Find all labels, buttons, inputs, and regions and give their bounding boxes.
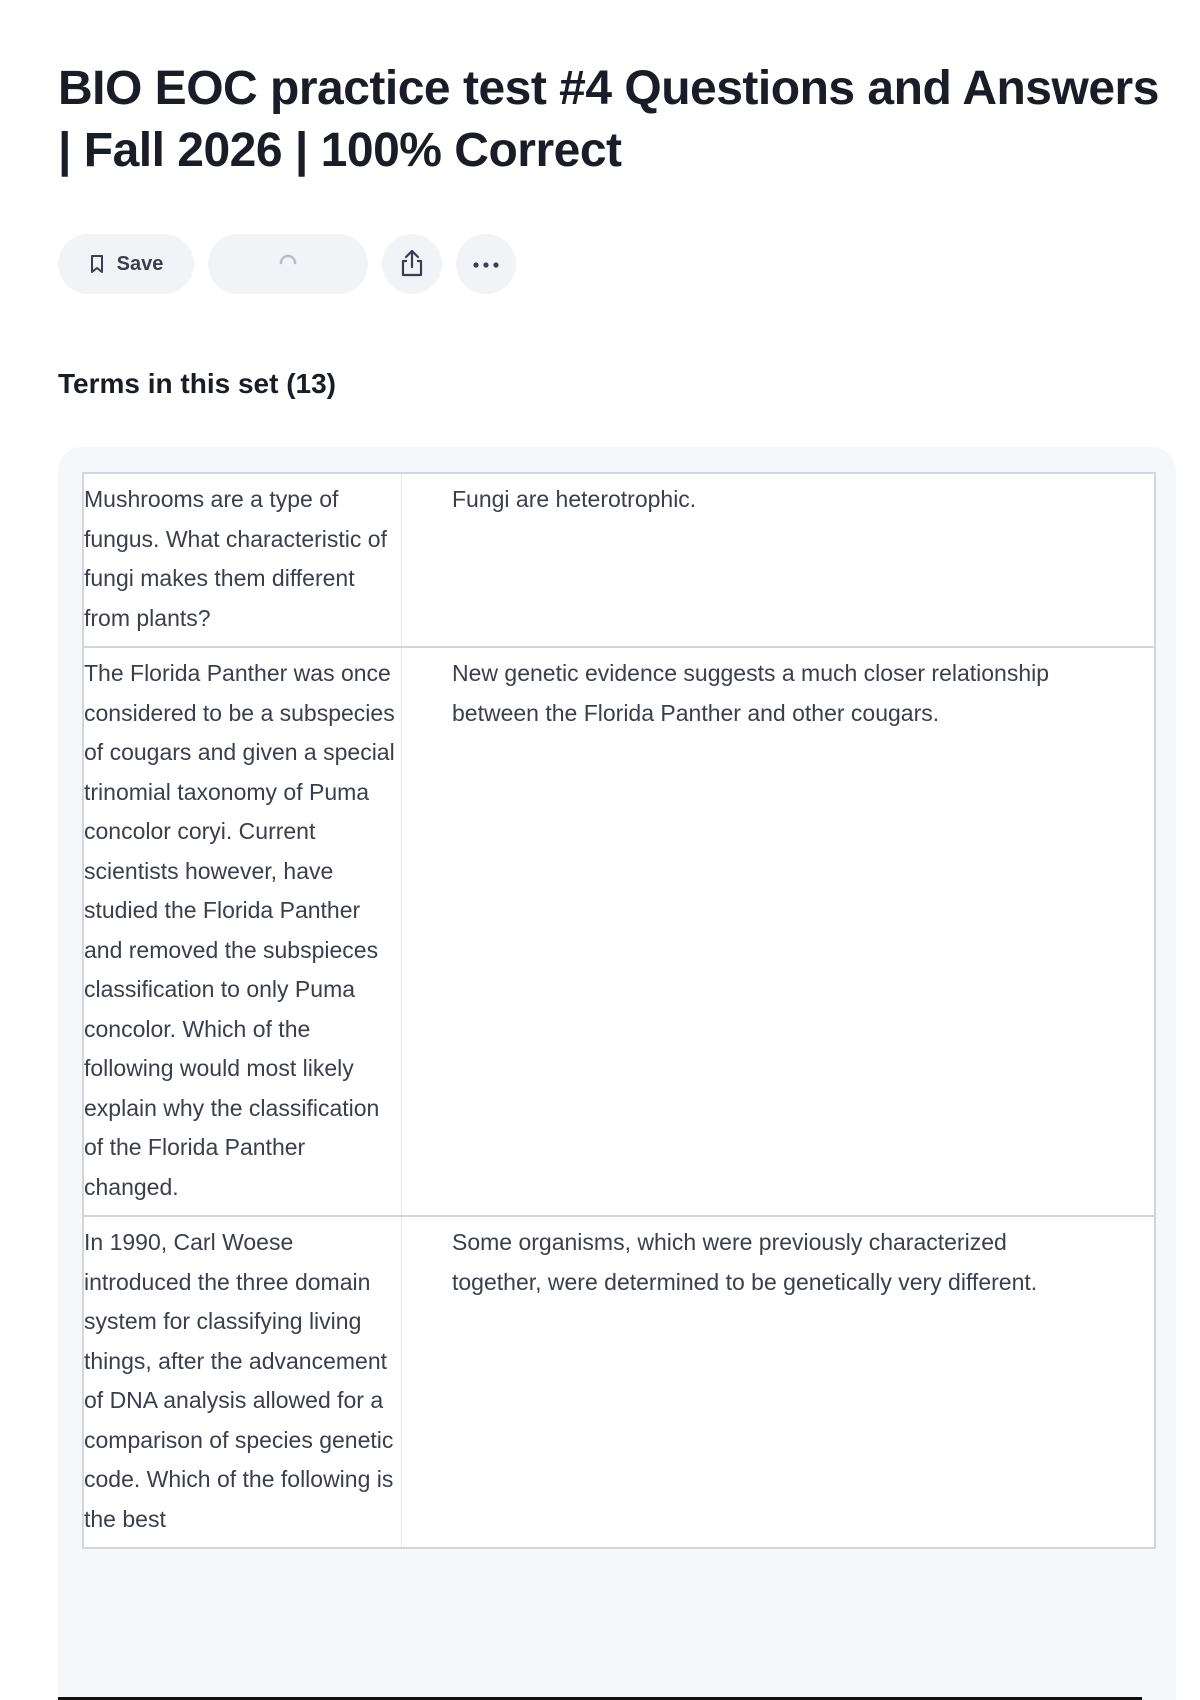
term-cell: In 1990, Carl Woese introduced the three domain system for classifying living things, after the advancement of DNA analysis allowed for a comparison of species genetic code. Which of the following is the best [84, 1217, 402, 1547]
loading-spinner-icon [276, 251, 300, 278]
terms-heading: Terms in this set (13) [58, 368, 337, 399]
toolbar [58, 234, 530, 294]
save-button[interactable] [58, 234, 194, 294]
page-title: BIO EOC practice test #4 Questions and Answers | Fall 2026 | 100% Correct [58, 62, 1159, 177]
share-icon [399, 248, 425, 281]
table-row [84, 1217, 1154, 1549]
definition-cell: Fungi are heterotrophic. [452, 486, 697, 512]
definition-cell: New genetic evidence suggests a much closer relationship between the Florida Panther and other cougars. [452, 660, 1050, 726]
table-row [84, 648, 1154, 1217]
more-horizontal-icon [471, 257, 501, 272]
definition-cell: Some organisms, which were previously characterized together, were determined to be genetically very different. [452, 1229, 1038, 1295]
table-row [84, 474, 1154, 648]
save-label: Save [116, 252, 164, 275]
term-cell: Mushrooms are a type of fungus. What characteristic of fungi makes them different from plants? [84, 474, 402, 646]
term-cell: The Florida Panther was once considered to be a subspecies of cougars and given a special trinomial taxonomy of Puma concolor coryi. Current scientists however, have studied the Florida Panther and removed the subspieces classification to only Puma concolor. Which of the following would most likely explain why the classification of the Florida Panther changed. [84, 648, 402, 1215]
more-options-button[interactable] [456, 234, 516, 294]
share-button[interactable] [382, 234, 442, 294]
loading-button[interactable] [208, 234, 368, 294]
bookmark-icon [89, 254, 105, 274]
terms-table [82, 472, 1156, 1549]
